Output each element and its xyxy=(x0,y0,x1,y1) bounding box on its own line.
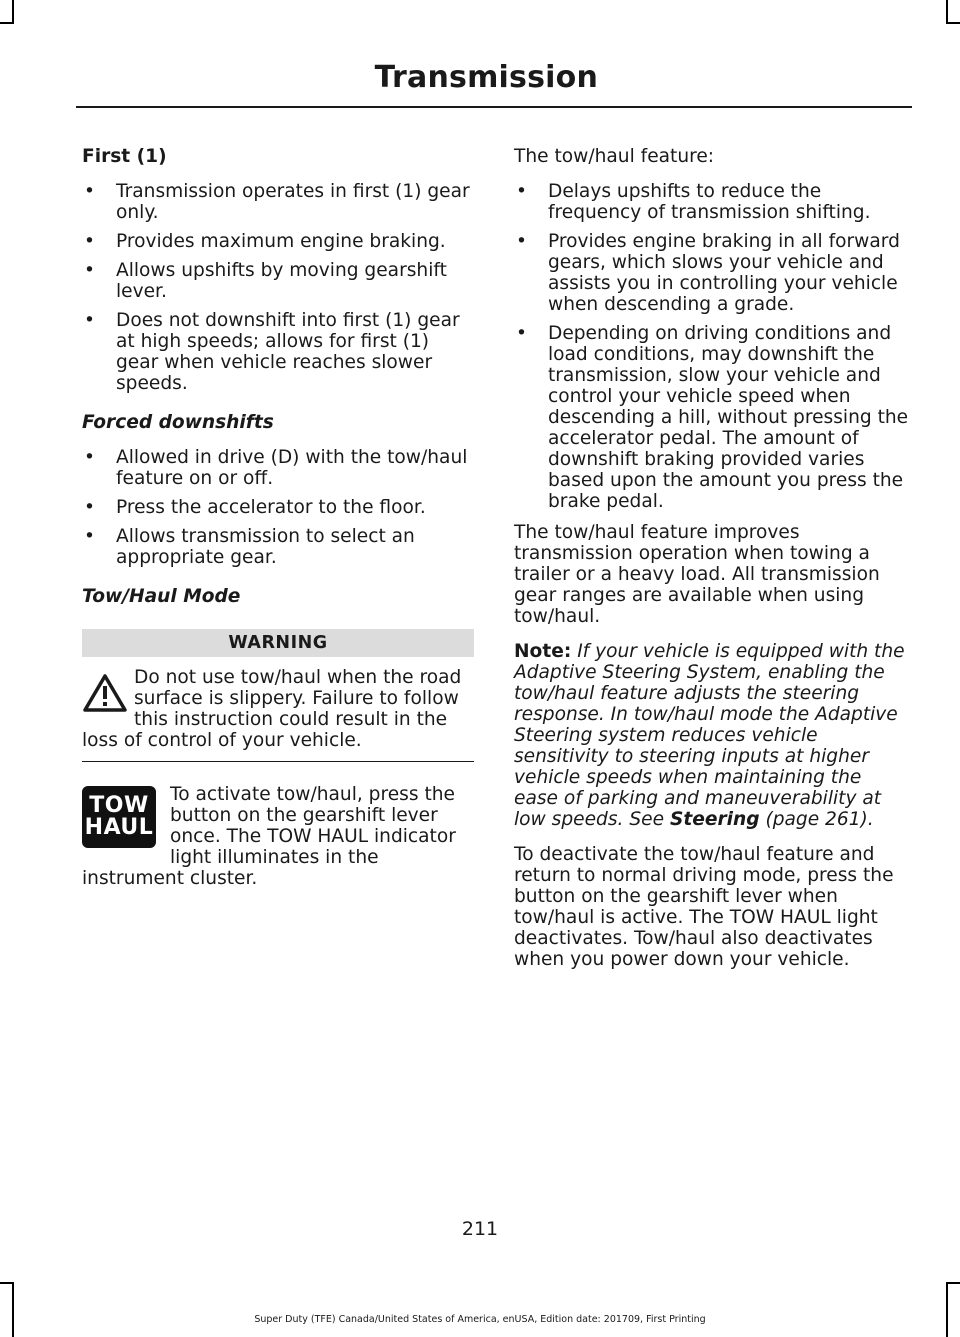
warning-body xyxy=(82,657,474,762)
note-paragraph xyxy=(514,641,910,830)
list-item: • Depending on driving conditions and load conditions, may downshift the transmission, slow your vehicle and control your vehicle speed when descending a hill, without pressing the accelerator pedal. The amount of downshift braking provided varies based upon the amount you press the brake pedal. xyxy=(514,323,910,512)
crop-mark-top-left xyxy=(12,0,14,24)
list-item: • Does not downshift into first (1) gear at high speeds; allows for first (1) gear when vehicle reaches slower speeds. xyxy=(82,310,474,394)
note-label: Note: xyxy=(514,641,572,662)
right-column xyxy=(514,146,910,984)
header-divider xyxy=(76,106,912,108)
list-item: • Allows upshifts by moving gearshift lever. xyxy=(82,260,474,302)
crop-mark-bottom-left xyxy=(12,1282,14,1337)
list-item: • Delays upshifts to reduce the frequency of transmission shifting. xyxy=(514,181,910,223)
first-gear-list xyxy=(82,181,474,394)
crop-mark-top-right xyxy=(946,22,960,24)
left-column xyxy=(82,146,474,889)
deactivate-paragraph: To deactivate the tow/haul feature and return to normal driving mode, press the button on the gearshift lever when tow/haul is active. The TOW HAUL light deactivates. Tow/haul also deactivates when you power down your vehicle. xyxy=(514,844,894,970)
page-title: Transmission xyxy=(374,60,598,95)
note-text: If your vehicle is equipped with the Adaptive Steering System, enabling the tow/haul feature adjusts the steering response. In tow/haul mode the Adaptive Steering system reduces vehicle sensitivity to steering inputs at higher vehicle speeds when maintaining the ease of parking and maneuverability at low speeds. See xyxy=(514,641,905,830)
tow-icon-line1: TOW xyxy=(89,793,149,818)
section-heading-forced-downshifts: Forced downshifts xyxy=(82,412,274,433)
list-item: • Provides engine braking in all forward gears, which slows your vehicle and assists you in controlling your vehicle when descending a grade. xyxy=(514,231,910,315)
list-item: • Provides maximum engine braking. xyxy=(82,231,474,252)
list-item: • Allowed in drive (D) with the tow/haul feature on or off. xyxy=(82,447,474,489)
warning-text: Do not use tow/haul when the road surface is slippery. Failure to follow this instruction could result in the loss of control of your vehicle. xyxy=(82,667,462,751)
tow-haul-icon xyxy=(82,786,156,848)
list-item: • Transmission operates in first (1) gear only. xyxy=(82,181,474,223)
crop-mark-bottom-right xyxy=(946,1282,960,1284)
feature-list xyxy=(514,181,910,512)
warning-triangle-icon xyxy=(82,673,128,713)
list-item: • Allows transmission to select an appropriate gear. xyxy=(82,526,474,568)
section-heading-first: First (1) xyxy=(82,146,167,167)
crop-mark-top-left xyxy=(0,22,14,24)
list-item: • Press the accelerator to the floor. xyxy=(82,497,474,518)
tow-icon-line2: HAUL xyxy=(84,815,154,840)
steering-link[interactable]: Steering xyxy=(669,809,760,830)
page-number: 211 xyxy=(461,1218,499,1240)
crop-mark-bottom-left xyxy=(0,1282,14,1284)
footer-text: Super Duty (TFE) Canada/United States of America, enUSA, Edition date: 201709, First Printing xyxy=(254,1314,706,1325)
page-reference: (page 261). xyxy=(759,809,874,830)
section-heading-tow-haul: Tow/Haul Mode xyxy=(82,586,241,607)
tow-activate-block xyxy=(82,784,474,889)
crop-mark-top-right xyxy=(946,0,948,24)
tow-activate-text: To activate tow/haul, press the button on the gearshift lever once. The TOW HAUL indicator light illuminates in the instrument cluster. xyxy=(82,784,456,889)
feature-intro: The tow/haul feature: xyxy=(514,146,715,167)
crop-mark-bottom-right xyxy=(946,1282,948,1337)
forced-downshifts-list xyxy=(82,447,474,568)
warning-box xyxy=(82,629,474,762)
warning-label: WARNING xyxy=(82,629,474,657)
improves-paragraph: The tow/haul feature improves transmission operation when towing a trailer or a heavy load. All transmission gear ranges are available when using tow/haul. xyxy=(514,522,880,627)
